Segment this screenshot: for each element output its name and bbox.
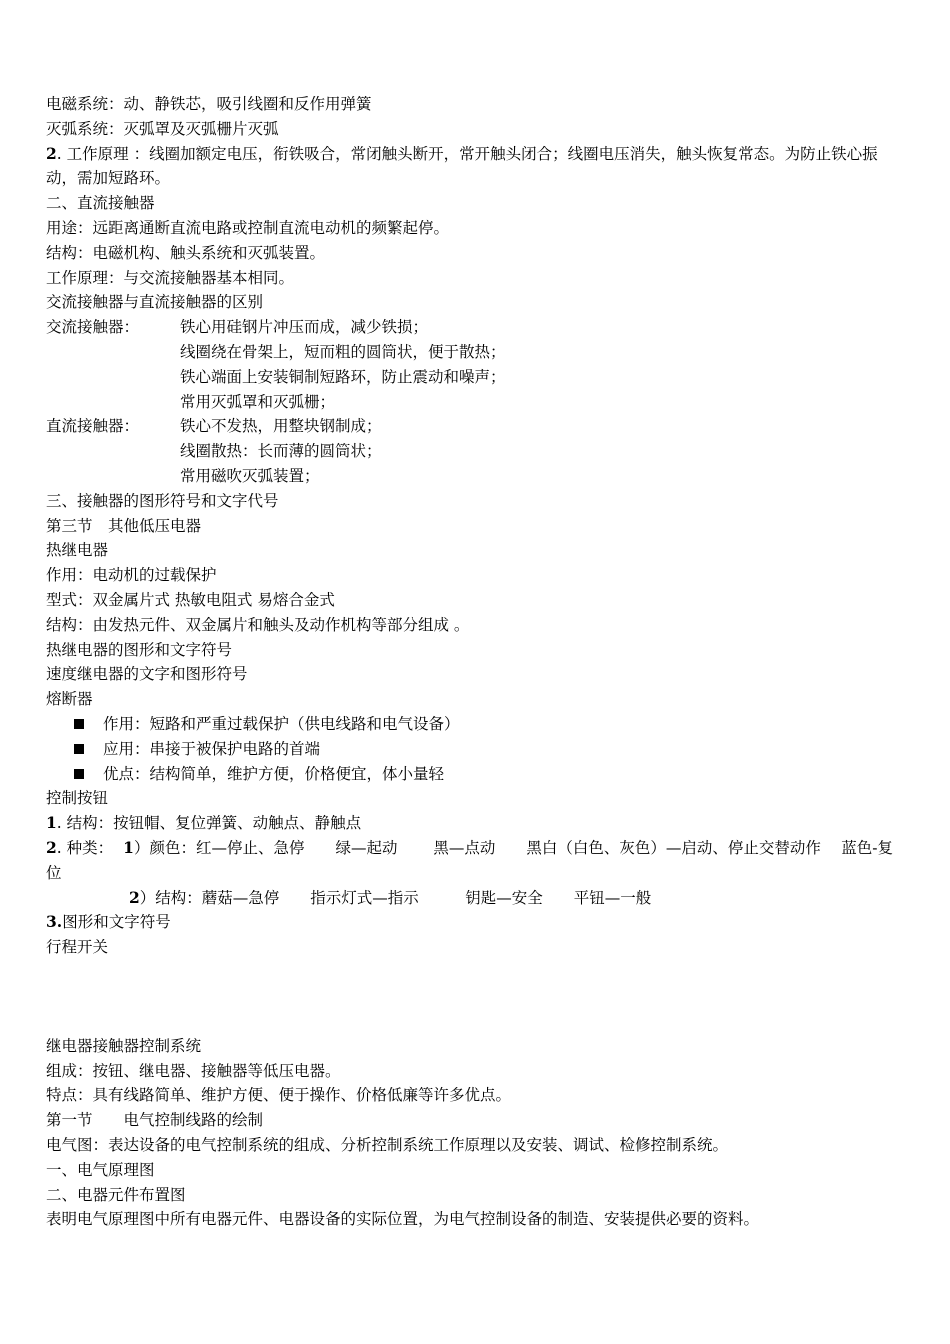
section-heading: 继电器接触器控制系统 <box>46 1036 202 1055</box>
dc-label: 直流接触器： <box>46 417 140 436</box>
text-line: 电磁系统：动、静铁芯，吸引线圈和反作用弹簧 <box>46 95 372 113</box>
text-line: 用途：远距离通断直流电路或控制直流电动机的频繁起停。 <box>46 218 450 237</box>
list-item-text: 应用：串接于被保护电路的首端 <box>103 739 321 758</box>
text-line: 热继电器的图形和文字符号 <box>46 640 233 659</box>
text-line: 交流接触器与直流接触器的区别 <box>46 293 264 312</box>
text-line: 结构：由发热元件、双金属片和触头及动作机构等部分组成 。 <box>46 615 470 634</box>
item-number: 2 <box>46 143 57 163</box>
text-line: 组成：按钮、继电器、接触器等低压电器。 <box>46 1061 341 1080</box>
item-number: 2 <box>129 887 140 907</box>
text-line: 工作原理：与交流接触器基本相同。 <box>46 268 295 287</box>
item-number: 1 <box>123 837 134 857</box>
line-text: . 结构：按钮帽、复位弹簧、动触点、静触点 <box>56 814 362 833</box>
list-item <box>46 762 906 787</box>
text-line: 速度继电器的文字和图形符号 <box>46 665 248 684</box>
text-line: 结构：电磁机构、触头系统和灭弧装置。 <box>46 243 326 262</box>
text-line <box>46 910 906 935</box>
text-line: 电气图：表达设备的电气控制系统的组成、分析控制系统工作原理以及安装、调试、检修控制系统。 <box>46 1136 729 1155</box>
text-line: 灭弧系统：灭弧罩及灭弧栅片灭弧 <box>46 119 279 138</box>
ac-item-text: 铁心用硅钢片冲压而成，减少铁损； <box>180 318 429 337</box>
text-line: 行程开关 <box>46 938 109 957</box>
section-heading: 三、接触器的图形符号和文字代号 <box>46 491 279 510</box>
dc-item: 常用磁吹灭弧装置； <box>180 466 320 485</box>
text-line: 作用：电动机的过载保护 <box>46 566 217 585</box>
text-line <box>46 811 906 836</box>
text-paragraph <box>46 142 906 192</box>
text-line: 型式：双金属片式 热敏电阻式 易熔合金式 <box>46 590 335 609</box>
section-heading: 第一节 电气控制线路的绘制 <box>46 1111 264 1130</box>
document-page <box>46 92 906 1232</box>
text-line <box>46 886 906 911</box>
square-bullet-icon <box>74 744 84 754</box>
ac-item <box>46 315 906 340</box>
item-number: 1 <box>46 813 57 833</box>
dc-item <box>46 414 906 439</box>
section-heading: 二、直流接触器 <box>46 194 155 213</box>
line-text: . 种类： <box>56 838 114 857</box>
item-number: 3. <box>46 912 63 932</box>
item-number: 2 <box>46 837 57 857</box>
text-line: 表明电气原理图中所有电器元件、电器设备的实际位置，为电气控制设备的制造、安装提供必要的资料。 <box>46 1210 760 1229</box>
line-text: 图形和文字符号 <box>62 913 171 932</box>
ac-item: 线圈绕在骨架上，短而粗的圆筒状，便于散热； <box>180 342 506 361</box>
list-item-text: 优点：结构简单，维护方便，价格便宜，体小量轻 <box>103 764 445 783</box>
text-paragraph <box>46 836 906 886</box>
section-heading: 二、电器元件布置图 <box>46 1185 186 1204</box>
ac-item: 铁心端面上安装铜制短路环，防止震动和噪声； <box>180 367 506 386</box>
square-bullet-icon <box>74 719 84 729</box>
text-line: 特点：具有线路简单、维护方便、便于操作、价格低廉等许多优点。 <box>46 1086 512 1105</box>
ac-label: 交流接触器： <box>46 318 140 337</box>
list-item-text: 作用：短路和严重过载保护（供电线路和电气设备） <box>103 714 460 733</box>
square-bullet-icon <box>74 769 84 779</box>
text-line: 熔断器 <box>46 690 93 709</box>
section-heading: 一、电气原理图 <box>46 1160 155 1179</box>
line-text: ）结构：蘑菇—急停 指示灯式—指示 钥匙—安全 平钮—一般 <box>139 888 652 907</box>
line-text: ）颜色：红—停止、急停 绿—起动 黑—点动 黑白（白色、灰色）—启动、停止交替动作 蓝色-复位 <box>46 838 894 882</box>
text-line: 控制按钮 <box>46 789 109 808</box>
list-item <box>46 712 906 737</box>
text-line: 热继电器 <box>46 541 109 560</box>
section-heading: 第三节 其他低压电器 <box>46 516 202 535</box>
dc-item-text: 铁心不发热，用整块钢制成； <box>180 417 382 436</box>
dc-item: 线圈散热：长而薄的圆筒状； <box>180 442 382 461</box>
ac-item: 常用灭弧罩和灭弧栅； <box>180 392 336 411</box>
paragraph-text: . 工作原理 ：线圈加额定电压，衔铁吸合，常闭触头断开，常开触头闭合；线圈电压消失，触头恢复常态。为防止铁心振动，需加短路环。 <box>46 144 878 188</box>
list-item <box>46 737 906 762</box>
